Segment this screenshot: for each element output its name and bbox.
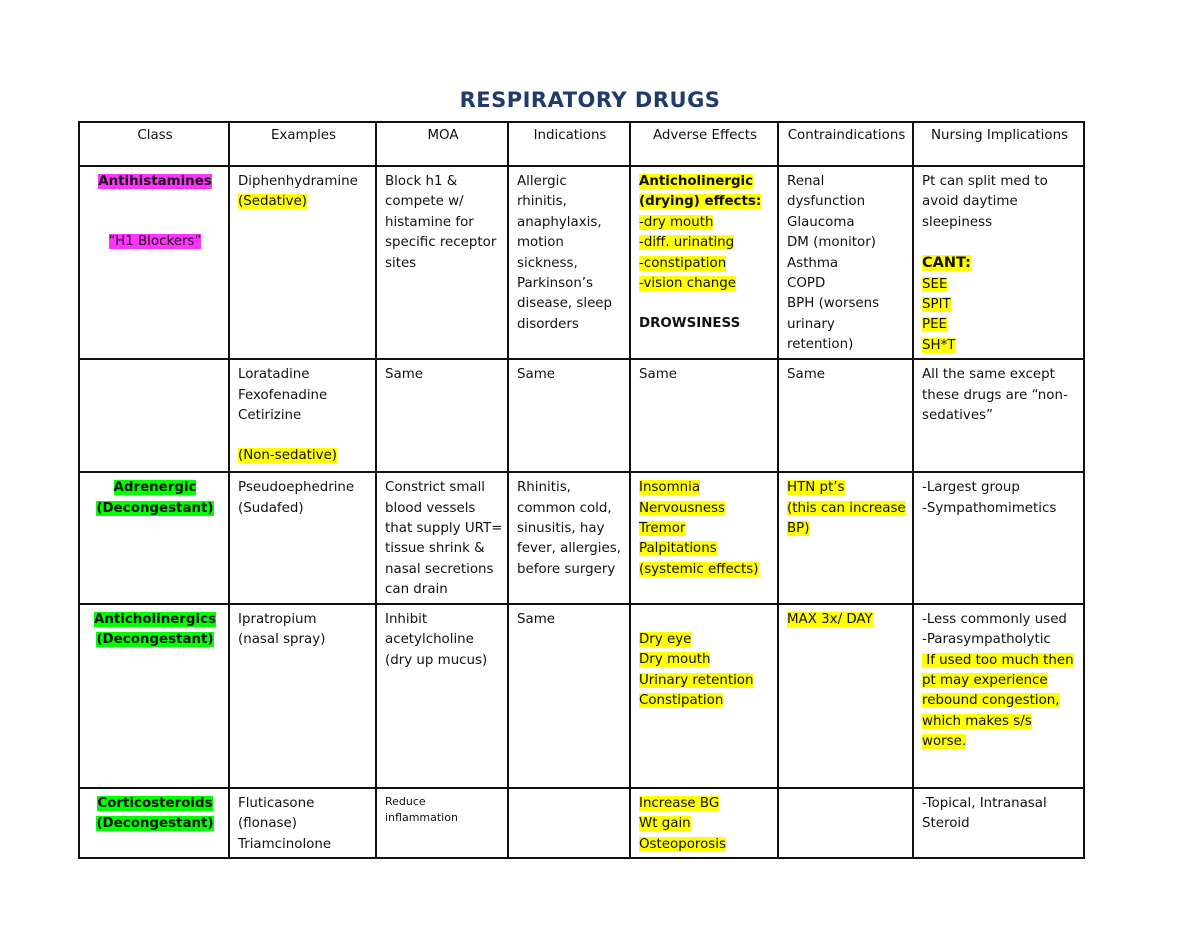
indication-line: rhinitis, (517, 194, 567, 210)
adverse-line: Same (639, 367, 677, 383)
moa-line: that supply URT= (385, 521, 503, 537)
header-nursing-implications: Nursing Implications (913, 122, 1084, 166)
class-subtitle: (Decongestant) (96, 500, 214, 516)
example-drug: Diphenhydramine (238, 174, 358, 189)
table-row-non-sedatives (79, 359, 1084, 472)
contra-line: Asthma (787, 255, 839, 271)
nursing-line: -Largest group (922, 480, 1020, 496)
adverse-line: Dry eye (639, 631, 692, 647)
indications-cell (508, 472, 630, 603)
contra-line: dysfunction (787, 194, 866, 210)
example-drug: Pseudoephedrine (238, 480, 355, 496)
adverse-line: -constipation (639, 255, 727, 271)
indication-line: sickness, (517, 255, 578, 271)
indication-line: anaphylaxis, (517, 214, 602, 230)
example-note: (nasal spray) (238, 632, 326, 648)
nursing-line: rebound congestion, (922, 693, 1060, 709)
adverse-line: -vision change (639, 276, 737, 292)
nursing-line: worse. (922, 734, 967, 750)
example-note: (Sudafed) (238, 500, 304, 516)
example-note: (Sedative) (238, 194, 308, 210)
indication-line: common cold, (517, 500, 612, 516)
example-note: (Non-sedative) (238, 448, 338, 464)
header-contraindications: Contraindications (778, 122, 913, 166)
indication-line: Same (517, 611, 555, 627)
indication-line: before surgery (517, 561, 616, 577)
indication-line: disorders (517, 316, 579, 332)
adverse-line: Tremor (639, 521, 686, 537)
nursing-line: sleepiness (922, 214, 993, 230)
moa-line: compete w/ (385, 194, 464, 210)
indication-line: disease, sleep (517, 296, 613, 312)
table-row-adrenergic (79, 472, 1084, 603)
table-row-corticosteroids (79, 788, 1084, 858)
indication-line: sinusitis, hay (517, 521, 605, 537)
contraindications-cell (778, 788, 913, 858)
nursing-line: sedatives” (922, 408, 993, 424)
adverse-line: Constipation (639, 692, 724, 708)
contraindications-cell (778, 604, 913, 788)
drug-table (78, 121, 1085, 859)
adverse-line: DROWSINESS (639, 316, 741, 332)
nursing-line: PEE (922, 317, 947, 333)
examples-cell (229, 472, 376, 603)
indication-line: motion (517, 235, 564, 251)
example-drug: Fexofenadine (238, 387, 328, 403)
header-examples: Examples (229, 122, 376, 166)
moa-line: nasal secretions (385, 561, 494, 577)
table-row-antihistamines (79, 166, 1084, 359)
adverse-line: -dry mouth (639, 214, 714, 230)
contra-line: MAX 3x/ DAY (787, 611, 873, 627)
examples-cell (229, 359, 376, 472)
moa-cell (376, 788, 508, 858)
class-subtitle: (Decongestant) (96, 632, 214, 648)
adverse-line: (systemic effects) (639, 561, 759, 577)
adverse-effects-cell (630, 604, 778, 788)
class-name: Corticosteroids (97, 795, 213, 811)
examples-cell (229, 604, 376, 788)
indication-line: Parkinson’s (517, 276, 594, 292)
nursing-line: SH*T (922, 337, 956, 353)
adverse-line: Dry mouth (639, 652, 711, 668)
indication-line: Allergic (517, 174, 567, 189)
adverse-line: Wt gain (639, 816, 691, 832)
class-subtitle: (Decongestant) (96, 816, 214, 832)
moa-line: inflammation (385, 810, 458, 824)
example-note: (flonase) (238, 816, 297, 832)
nursing-line: SEE (922, 276, 948, 292)
nursing-line: -Topical, Intranasal (922, 795, 1047, 811)
nursing-line: All the same except (922, 367, 1055, 383)
nursing-line: pt may experience (922, 672, 1048, 688)
indications-cell (508, 166, 630, 359)
moa-line: Constrict small (385, 480, 486, 496)
indications-cell (508, 788, 630, 858)
nursing-cell (913, 359, 1084, 472)
adverse-line: Insomnia (639, 480, 701, 496)
header-indications: Indications (508, 122, 630, 166)
indication-line: Same (517, 367, 555, 383)
nursing-line: Pt can split med to (922, 174, 1048, 189)
contraindications-cell (778, 472, 913, 603)
nursing-cell (913, 604, 1084, 788)
adverse-effects-cell (630, 166, 778, 359)
class-name: Anticholinergics (93, 611, 217, 627)
adverse-line: Nervousness (639, 500, 726, 516)
contra-line: BP) (787, 521, 810, 537)
contra-line: DM (monitor) (787, 235, 876, 251)
example-drug: Fluticasone (238, 795, 315, 811)
class-cell (79, 166, 229, 359)
nursing-line: -Parasympatholytic (922, 632, 1051, 648)
adverse-line: Increase BG (639, 795, 720, 811)
class-name: Antihistamines (98, 174, 212, 189)
class-cell (79, 472, 229, 603)
nursing-cell (913, 788, 1084, 858)
adverse-line: Osteoporosis (639, 836, 726, 852)
class-cell (79, 604, 229, 788)
nursing-cell (913, 472, 1084, 603)
indication-line: fever, allergies, (517, 541, 621, 557)
adverse-line: Palpitations (639, 541, 717, 557)
page-title: RESPIRATORY DRUGS (459, 88, 721, 112)
adverse-effects-cell (630, 472, 778, 603)
moa-line: histamine for (385, 214, 474, 230)
moa-line: sites (385, 255, 417, 271)
nursing-line: CANT: (922, 255, 971, 272)
moa-cell (376, 359, 508, 472)
adverse-line: (drying) effects: (639, 194, 762, 210)
examples-cell (229, 166, 376, 359)
example-drug: Ipratropium (238, 611, 317, 627)
moa-line: Same (385, 367, 423, 383)
header-row (79, 122, 1084, 166)
moa-line: blood vessels (385, 500, 476, 516)
table-row-anticholinergics (79, 604, 1084, 788)
moa-cell (376, 604, 508, 788)
adverse-line: -diff. urinating (639, 235, 735, 251)
header-class: Class (79, 122, 229, 166)
contra-line: HTN pt’s (787, 480, 845, 496)
moa-line: tissue shrink & (385, 541, 485, 557)
adverse-line: Anticholinergic (639, 174, 754, 189)
nursing-line: If used too much then (922, 652, 1074, 668)
example-drug: Triamcinolone (238, 836, 332, 852)
contra-line: retention) (787, 337, 854, 353)
example-drug: Cetirizine (238, 408, 302, 424)
moa-cell (376, 472, 508, 603)
indication-line: Rhinitis, (517, 480, 571, 496)
nursing-line: avoid daytime (922, 194, 1018, 210)
adverse-effects-cell (630, 788, 778, 858)
nursing-line: Steroid (922, 816, 970, 832)
nursing-line: -Sympathomimetics (922, 500, 1057, 516)
contra-line: urinary (787, 316, 835, 332)
nursing-cell (913, 166, 1084, 359)
nursing-line: which makes s/s (922, 713, 1032, 729)
contra-line: Renal (787, 174, 825, 189)
contraindications-cell (778, 359, 913, 472)
moa-line: (dry up mucus) (385, 652, 488, 668)
moa-cell (376, 166, 508, 359)
nursing-line: -Less commonly used (922, 611, 1067, 627)
contra-line: Same (787, 367, 825, 383)
moa-line: specific receptor (385, 235, 497, 251)
contra-line: (this can increase (787, 500, 906, 516)
contraindications-cell (778, 166, 913, 359)
nursing-line: these drugs are “non- (922, 387, 1068, 403)
adverse-effects-cell (630, 359, 778, 472)
contra-line: BPH (worsens (787, 296, 880, 312)
moa-line: Reduce (385, 794, 426, 808)
indications-cell (508, 604, 630, 788)
contra-line: Glaucoma (787, 214, 855, 230)
header-moa: MOA (376, 122, 508, 166)
contra-line: COPD (787, 276, 826, 292)
header-adverse-effects: Adverse Effects (630, 122, 778, 166)
class-subtitle: “H1 Blockers” (108, 234, 202, 250)
nursing-line: SPIT (922, 297, 951, 313)
class-name: Adrenergic (113, 480, 197, 496)
moa-line: Inhibit (385, 611, 428, 627)
examples-cell (229, 788, 376, 858)
moa-line: can drain (385, 582, 448, 598)
example-drug: Loratadine (238, 367, 310, 383)
adverse-line: Urinary retention (639, 672, 754, 688)
indications-cell (508, 359, 630, 472)
class-cell (79, 359, 229, 472)
class-cell (79, 788, 229, 858)
moa-line: Block h1 & (385, 174, 458, 189)
moa-line: acetylcholine (385, 632, 474, 648)
